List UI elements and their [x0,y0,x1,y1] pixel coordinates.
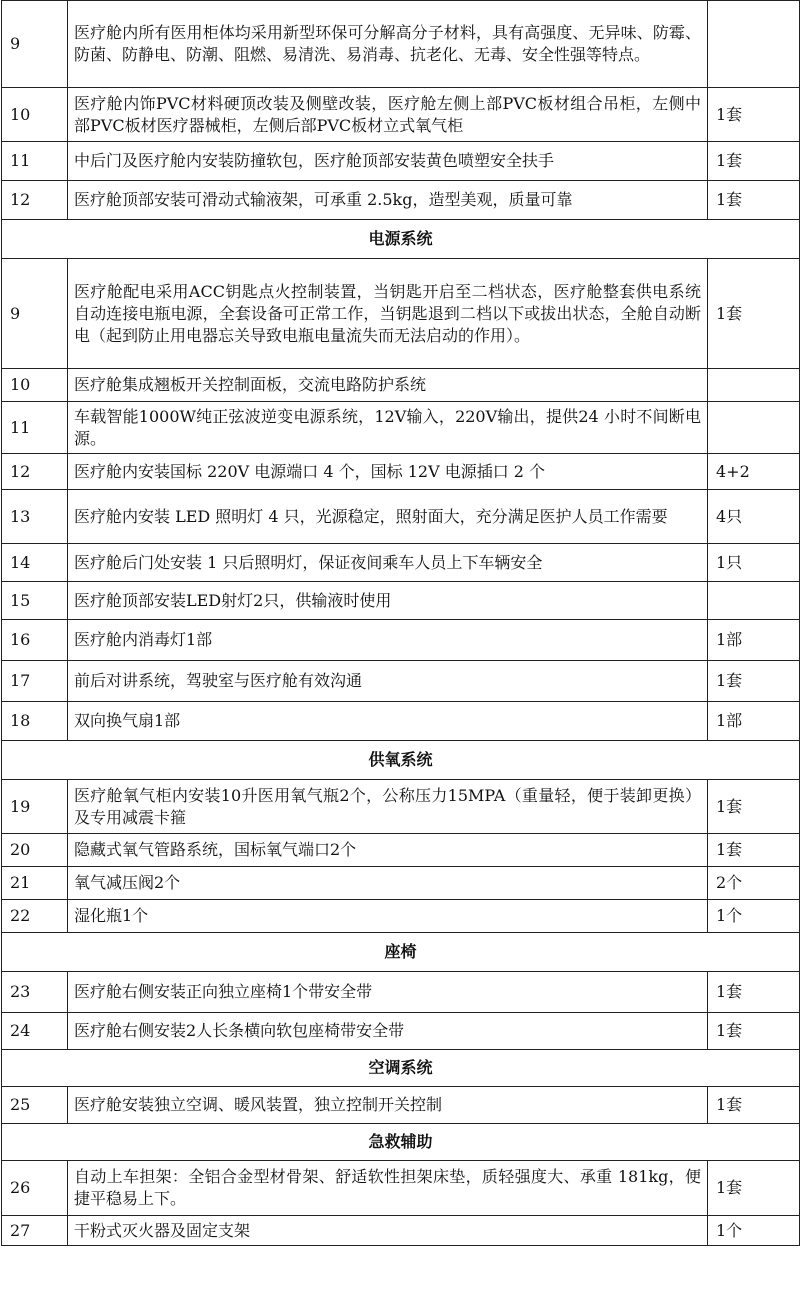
table-row [2,900,800,933]
item-description: 医疗舱内所有医用柜体均采用新型环保可分解高分子材料，具有高强度、无异味、防霉、防菌、防静电、防潮、阻燃、易清洗、易消毒、抗老化、无毒、安全性强等特点。 [68,1,708,88]
item-number: 22 [2,900,68,933]
item-description: 车载智能1000W纯正弦波逆变电源系统，12V输入，220V输出，提供24 小时不间断电源。 [68,402,708,454]
item-description: 医疗舱内消毒灯1部 [68,620,708,661]
item-number: 11 [2,402,68,454]
item-quantity: 1部 [708,620,800,661]
item-quantity: 1套 [708,972,800,1013]
table-row [2,544,800,582]
item-number: 12 [2,454,68,490]
item-number: 27 [2,1216,68,1246]
item-quantity: 1个 [708,900,800,933]
table-row [2,972,800,1013]
item-quantity: 1只 [708,544,800,582]
table-row [2,702,800,741]
item-description: 医疗舱顶部安装可滑动式输液架，可承重 2.5kg，造型美观，质量可靠 [68,181,708,220]
table-row [2,490,800,544]
table-row [2,402,800,454]
item-quantity: 1套 [708,259,800,369]
item-quantity [708,402,800,454]
item-number: 25 [2,1087,68,1124]
section-title: 供氧系统 [2,741,800,780]
item-description: 隐藏式氧气管路系统，国标氧气端口2个 [68,834,708,867]
item-quantity: 2个 [708,867,800,900]
item-description: 医疗舱内饰PVC材料硬顶改装及侧壁改装，医疗舱左侧上部PVC板材组合吊柜，左侧中部PVC板材医疗器械柜，左侧后部PVC板材立式氧气柜 [68,88,708,142]
section-header-row [2,741,800,780]
item-quantity: 1套 [708,780,800,834]
item-number: 16 [2,620,68,661]
table-row [2,1013,800,1050]
table-row [2,834,800,867]
section-header-row [2,933,800,972]
table-row [2,1,800,88]
item-number: 17 [2,661,68,702]
table-body [2,1,800,1246]
item-description: 医疗舱内安装国标 220V 电源端口 4 个，国标 12V 电源插口 2 个 [68,454,708,490]
item-description: 医疗舱氧气柜内安装10升医用氧气瓶2个，公称压力15MPA（重量轻，便于装卸更换）及专用减震卡箍 [68,780,708,834]
table-row [2,259,800,369]
section-title: 电源系统 [2,220,800,259]
item-number: 23 [2,972,68,1013]
item-quantity: 1套 [708,1087,800,1124]
table-row [2,181,800,220]
item-description: 医疗舱右侧安装正向独立座椅1个带安全带 [68,972,708,1013]
table-row [2,780,800,834]
item-quantity: 1套 [708,181,800,220]
item-number: 26 [2,1161,68,1216]
item-quantity: 1部 [708,702,800,741]
item-number: 12 [2,181,68,220]
item-description: 湿化瓶1个 [68,900,708,933]
equipment-spec-table [1,0,800,1246]
section-title: 座椅 [2,933,800,972]
table-row [2,867,800,900]
item-description: 前后对讲系统，驾驶室与医疗舱有效沟通 [68,661,708,702]
item-description: 医疗舱配电采用ACC钥匙点火控制装置，当钥匙开启至二档状态，医疗舱整套供电系统自动连接电瓶电源，全套设备可正常工作，当钥匙退到二档以下或拔出状态，全舱自动断电（起到防止用电器忘关导致电瓶电量流失而无法启动的作用）。 [68,259,708,369]
item-number: 13 [2,490,68,544]
item-quantity: 1套 [708,142,800,181]
item-description: 氧气减压阀2个 [68,867,708,900]
item-number: 24 [2,1013,68,1050]
item-description: 医疗舱集成翘板开关控制面板，交流电路防护系统 [68,369,708,402]
item-quantity [708,1,800,88]
section-header-row [2,220,800,259]
item-description: 医疗舱安装独立空调、暖风装置，独立控制开关控制 [68,1087,708,1124]
item-description: 干粉式灭火器及固定支架 [68,1216,708,1246]
table-row [2,454,800,490]
item-number: 10 [2,88,68,142]
item-quantity: 1套 [708,88,800,142]
table-row [2,1216,800,1246]
section-header-row [2,1124,800,1161]
table-row [2,661,800,702]
item-description: 医疗舱右侧安装2人长条横向软包座椅带安全带 [68,1013,708,1050]
item-number: 11 [2,142,68,181]
item-quantity [708,582,800,620]
table-row [2,1087,800,1124]
item-description: 自动上车担架：全铝合金型材骨架、舒适软性担架床垫，质轻强度大、承重 181kg，便捷平稳易上下。 [68,1161,708,1216]
section-header-row [2,1050,800,1087]
item-description: 医疗舱内安装 LED 照明灯 4 只，光源稳定，照射面大，充分满足医护人员工作需要 [68,490,708,544]
table-row [2,369,800,402]
item-number: 9 [2,259,68,369]
table-row [2,582,800,620]
item-number: 18 [2,702,68,741]
item-quantity [708,369,800,402]
item-quantity: 4+2 [708,454,800,490]
item-number: 9 [2,1,68,88]
item-number: 15 [2,582,68,620]
table-row [2,1161,800,1216]
section-title: 空调系统 [2,1050,800,1087]
item-number: 10 [2,369,68,402]
table-row [2,620,800,661]
item-description: 医疗舱后门处安装 1 只后照明灯，保证夜间乘车人员上下车辆安全 [68,544,708,582]
table-row [2,88,800,142]
item-quantity: 1套 [708,1013,800,1050]
table-row [2,142,800,181]
item-quantity: 1个 [708,1216,800,1246]
item-number: 19 [2,780,68,834]
item-description: 双向换气扇1部 [68,702,708,741]
section-title: 急救辅助 [2,1124,800,1161]
item-number: 20 [2,834,68,867]
item-quantity: 1套 [708,661,800,702]
item-description: 中后门及医疗舱内安装防撞软包，医疗舱顶部安装黄色喷塑安全扶手 [68,142,708,181]
item-quantity: 1套 [708,834,800,867]
item-quantity: 4只 [708,490,800,544]
item-description: 医疗舱顶部安装LED射灯2只，供输液时使用 [68,582,708,620]
item-quantity: 1套 [708,1161,800,1216]
item-number: 14 [2,544,68,582]
item-number: 21 [2,867,68,900]
